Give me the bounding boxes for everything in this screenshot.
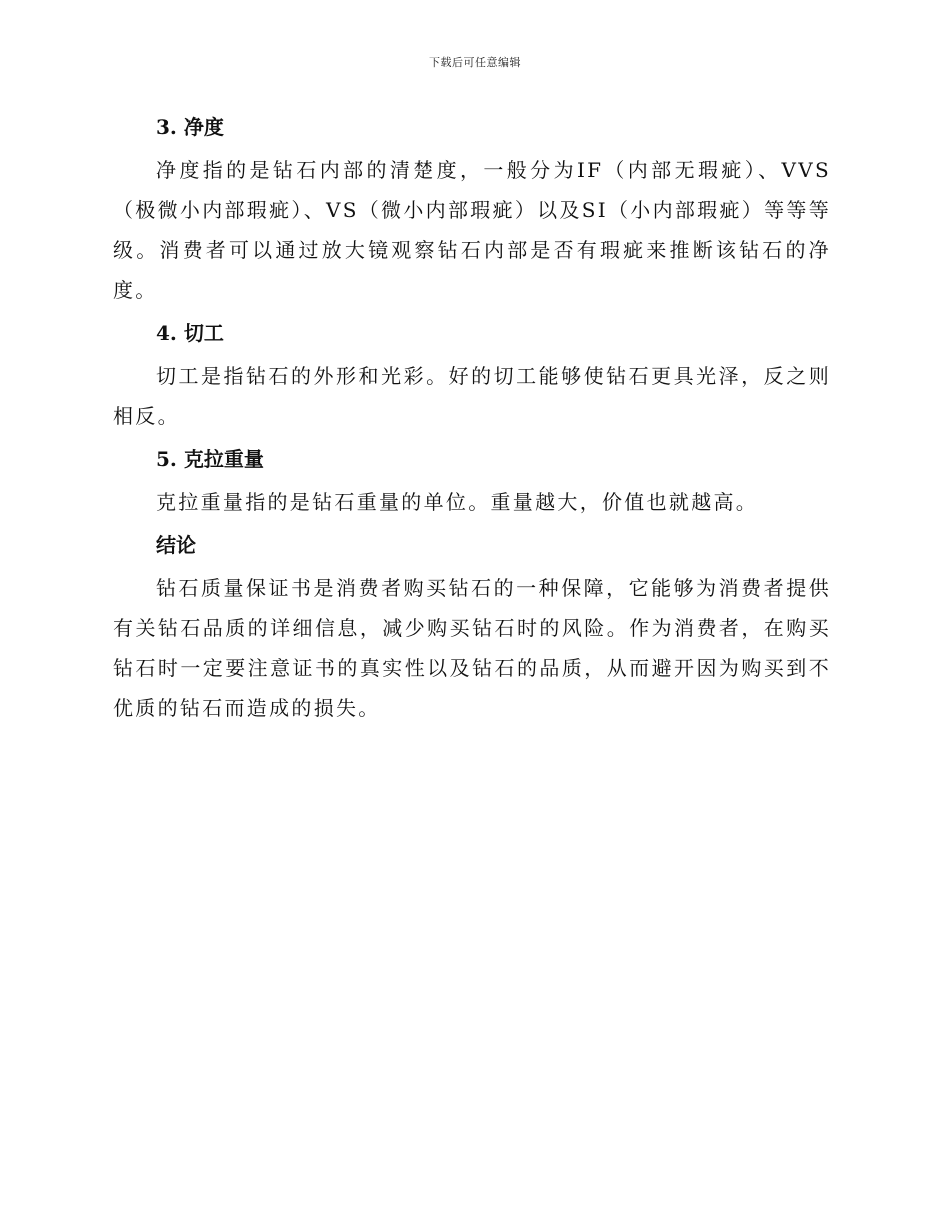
document-body xyxy=(113,110,831,734)
section-paragraph-carat: 克拉重量指的是钻石重量的单位。重量越大，价值也就越高。 xyxy=(156,490,759,514)
section-heading-clarity: 3. 净度 xyxy=(156,115,224,139)
section-paragraph-clarity: 净度指的是钻石内部的清楚度，一般分为IF（内部无瑕疵）、VVS（极微小内部瑕疵）、VS（微小内部瑕疵）以及SI（小内部瑕疵）等等等级。消费者可以通过放大镜观察钻石内部是否有瑕疵来推断该钻石的净度。 xyxy=(113,158,831,302)
section-heading-carat: 5. 克拉重量 xyxy=(156,447,264,471)
section-heading-cut: 4. 切工 xyxy=(156,321,224,345)
section-paragraph-conclusion: 钻石质量保证书是消费者购买钻石的一种保障，它能够为消费者提供有关钻石品质的详细信息，减少购买钻石时的风险。作为消费者，在购买钻石时一定要注意证书的真实性以及钻石的品质，从而避开因为购买到不优质的钻石而造成的损失。 xyxy=(113,576,831,720)
section-paragraph-cut: 切工是指钻石的外形和光彩。好的切工能够使钻石更具光泽，反之则相反。 xyxy=(113,364,831,428)
section-heading-conclusion: 结论 xyxy=(156,533,196,557)
page-header: 下载后可任意编辑 xyxy=(429,56,521,69)
